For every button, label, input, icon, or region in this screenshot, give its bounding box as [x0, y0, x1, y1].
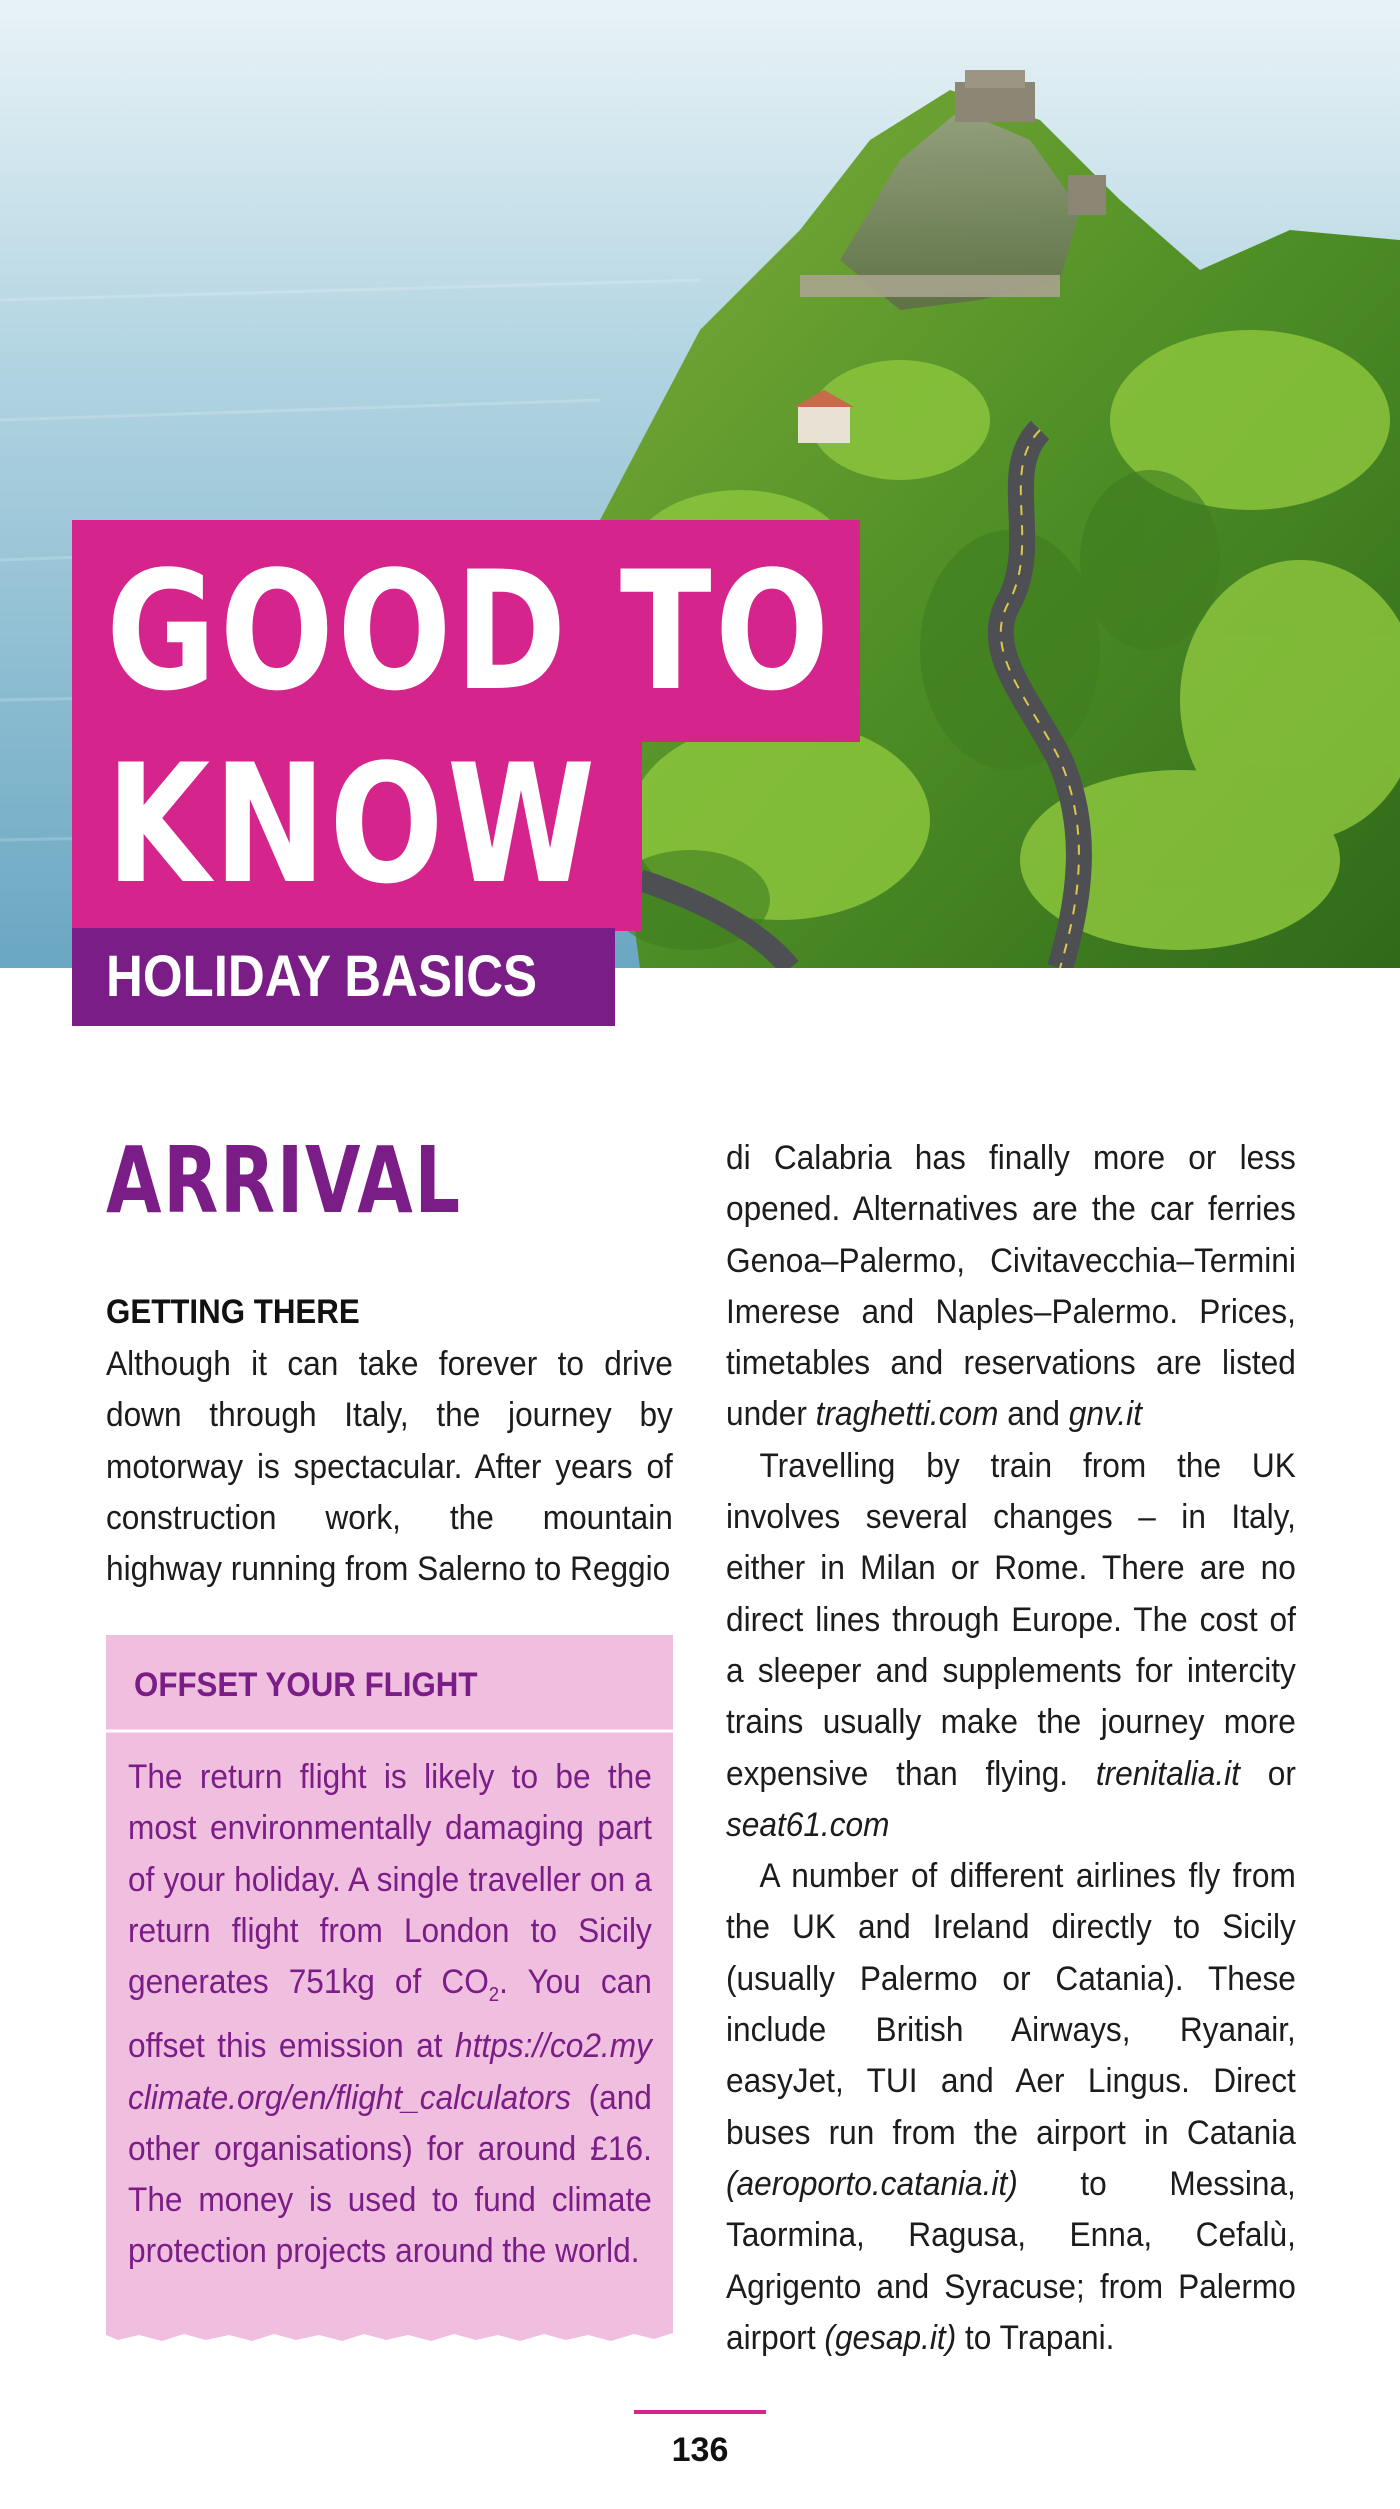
section-subheading: GETTING THERE [106, 1293, 360, 1331]
gnv-link[interactable]: gnv.it [1068, 1395, 1143, 1434]
co2-subscript: 2 [488, 1983, 500, 2006]
info-text-b: . You can offset this emission at [128, 1963, 652, 2066]
info-box-title: OFFSET YOUR FLIGHT [134, 1666, 478, 1704]
page-subtitle: HOLIDAY BASICS [106, 944, 538, 1009]
right-paragraph-3-text-b: to Messina, Taormina, Ragusa, Enna, Cefalù, Agrigento and Syracuse; from Palermo airport [726, 2164, 1296, 2357]
subtitle-box [72, 928, 615, 1026]
section-heading: ARRIVAL [106, 1127, 462, 1234]
right-paragraph-3-text-c: to Trapani. [956, 2318, 1115, 2357]
info-text-c: (and other organisations) for around £16. The money is used to fund climate protection projects around the world. [128, 2078, 652, 2271]
page-title-line-2: KNOW [106, 729, 599, 920]
right-paragraph-3-text-a: A number of different airlines fly from the UK and Ireland directly to Sicily (usually Palermo or Catania). These include British Airways, Ryanair, easyJet, TUI and Aer Lingus. Direct buses run from the airport in Catania [726, 1857, 1296, 2152]
title-line-1-box [72, 520, 860, 742]
seat61-link[interactable]: seat61.com [726, 1805, 890, 1844]
offset-flight-box [106, 1635, 673, 2347]
right-connector-or: or [1239, 1754, 1296, 1793]
left-column [106, 1339, 673, 1595]
page-number-rule [634, 2410, 766, 2414]
trenitalia-link[interactable]: trenitalia.it [1095, 1754, 1240, 1793]
right-paragraph-2 [726, 1441, 1296, 1851]
right-connector-and: and [998, 1395, 1069, 1434]
page-title-line-1: GOOD TO [106, 536, 833, 727]
traghetti-link[interactable]: traghetti.com [815, 1395, 999, 1434]
aeroporto-catania-link[interactable]: (aeroporto.catania.it) [726, 2164, 1018, 2203]
page-number: 136 [671, 2431, 729, 2469]
right-paragraph-3 [726, 1851, 1296, 2364]
info-text-a: The return flight is likely to be the most environmentally damaging part of your holiday. A single traveller on a return flight from London to Sicily generates 751kg of CO [128, 1758, 652, 2002]
gesap-link[interactable]: (gesap.it) [824, 2318, 957, 2357]
right-paragraph-1-text: di Calabria has finally more or less opened. Alternatives are the car ferries Genoa–Palermo, Civitavecchia–Termini Imerese and Naples–Palermo. Prices, timetables and reservations are listed under [726, 1139, 1296, 1434]
left-paragraph [106, 1339, 673, 1595]
right-paragraph-1 [726, 1133, 1296, 1441]
myclimate-link[interactable]: https://co2.myclimate.org/en/flight_calculators [128, 2027, 652, 2117]
right-column [726, 1133, 1296, 2364]
left-paragraph-text: Although it can take forever to drive down through Italy, the journey by motorway is spectacular. After years of construction work, the mountain highway running from Salerno to Reggio [106, 1345, 673, 1589]
title-line-2-box [72, 729, 642, 931]
info-box-text [128, 1752, 652, 2278]
right-paragraph-2-text: Travelling by train from the UK involves several changes – in Italy, either in Milan or Rome. There are no direct lines through Europe. The cost of a sleeper and supplements for intercity trains usually make the journey more expensive than flying. [726, 1446, 1296, 1793]
